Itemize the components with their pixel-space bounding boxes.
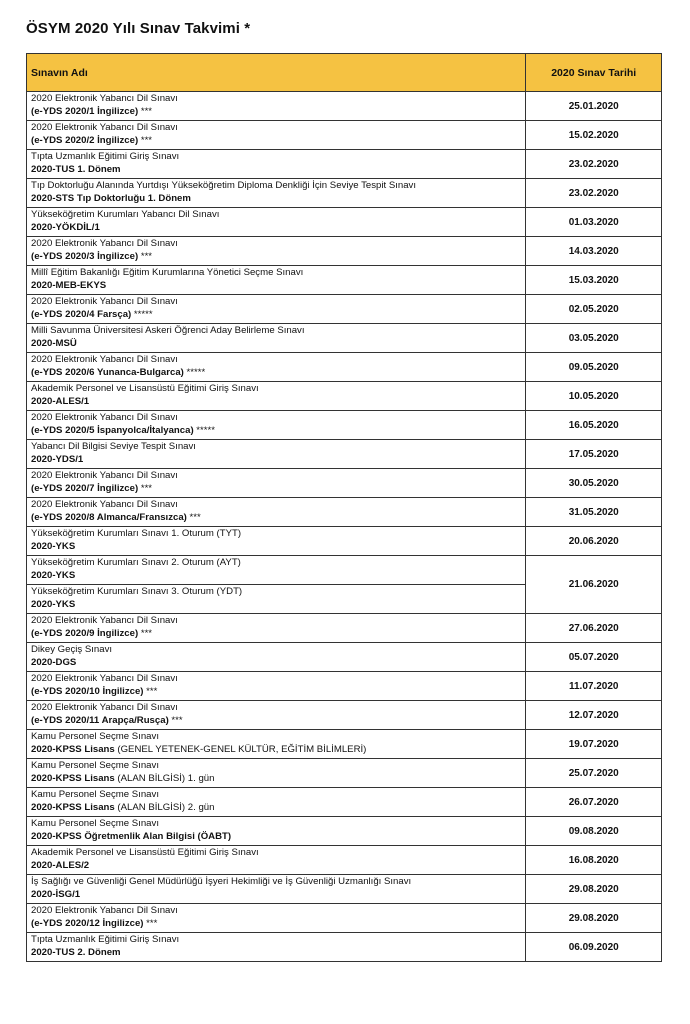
exam-code-line — [31, 859, 521, 873]
exam-code-line — [31, 337, 521, 351]
table-row — [27, 353, 662, 382]
exam-code-line — [31, 105, 521, 119]
exam-code-line — [31, 511, 521, 525]
footnote-marker: *** — [138, 628, 153, 639]
exam-date-cell: 25.07.2020 — [526, 759, 662, 788]
exam-code: (e-YDS 2020/1 İngilizce) — [31, 106, 139, 117]
exam-name-cell — [27, 904, 526, 933]
exam-code: 2020-YÖKDİL/1 — [31, 222, 100, 233]
exam-code: 2020-ALES/1 — [31, 396, 90, 407]
exam-name-cell — [27, 266, 526, 295]
exam-name-cell — [27, 672, 526, 701]
exam-code-line — [31, 627, 521, 641]
exam-code: (e-YDS 2020/7 İngilizce) — [31, 483, 139, 494]
exam-title: Yabancı Dil Bilgisi Seviye Tespit Sınavı — [31, 441, 196, 452]
table-row — [27, 266, 662, 295]
footnote-marker: *** — [138, 483, 153, 494]
exam-name-cell — [27, 875, 526, 904]
exam-name-cell — [27, 92, 526, 121]
exam-date-cell: 03.05.2020 — [526, 324, 662, 353]
exam-date-cell: 19.07.2020 — [526, 730, 662, 759]
exam-date-cell: 30.05.2020 — [526, 469, 662, 498]
exam-code-line — [31, 395, 521, 409]
table-row — [27, 440, 662, 469]
exam-title: 2020 Elektronik Yabancı Dil Sınavı — [31, 673, 178, 684]
exam-code-line — [31, 714, 521, 728]
exam-code-detail: (ALAN BİLGİSİ) 2. gün — [114, 802, 215, 813]
exam-code-line — [31, 366, 521, 380]
exam-date-cell: 15.02.2020 — [526, 121, 662, 150]
exam-date-cell: 16.05.2020 — [526, 411, 662, 440]
exam-title: Tıpta Uzmanlık Eğitimi Giriş Sınavı — [31, 934, 180, 945]
exam-date-cell: 31.05.2020 — [526, 498, 662, 527]
exam-name-cell — [27, 411, 526, 440]
exam-title: Millî Eğitim Bakanlığı Eğitim Kurumlarına Yönetici Seçme Sınavı — [31, 267, 304, 278]
exam-date-cell: 27.06.2020 — [526, 614, 662, 643]
exam-code: 2020-KPSS Öğretmenlik Alan Bilgisi (ÖABT) — [31, 831, 232, 842]
table-row — [27, 904, 662, 933]
exam-name-cell — [27, 498, 526, 527]
exam-code-line — [31, 134, 521, 148]
exam-code: 2020-MSÜ — [31, 338, 77, 349]
exam-title: 2020 Elektronik Yabancı Dil Sınavı — [31, 615, 178, 626]
exam-code: 2020-YKS — [31, 570, 76, 581]
exam-code-line — [31, 424, 521, 438]
exam-name-cell — [27, 614, 526, 643]
exam-code: (e-YDS 2020/5 İspanyolca/İtalyanca) — [31, 425, 194, 436]
exam-code-line — [31, 250, 521, 264]
exam-date-cell: 12.07.2020 — [526, 701, 662, 730]
exam-code-line — [31, 830, 521, 844]
exam-name-cell — [27, 556, 526, 585]
table-row — [27, 150, 662, 179]
footnote-marker: *** — [143, 918, 158, 929]
exam-name-cell — [27, 324, 526, 353]
exam-title: Akademik Personel ve Lisansüstü Eğitimi Giriş Sınavı — [31, 383, 259, 394]
exam-code-line — [31, 192, 521, 206]
exam-title: Yükseköğretim Kurumları Sınavı 3. Oturum (YDT) — [31, 586, 243, 597]
exam-name-cell — [27, 701, 526, 730]
header-exam-name: Sınavın Adı — [27, 54, 526, 92]
exam-name-cell — [27, 585, 526, 614]
exam-code-line — [31, 888, 521, 902]
exam-title: Akademik Personel ve Lisansüstü Eğitimi Giriş Sınavı — [31, 847, 259, 858]
footnote-marker: *** — [143, 686, 158, 697]
table-row — [27, 208, 662, 237]
table-row — [27, 701, 662, 730]
exam-date-cell: 29.08.2020 — [526, 904, 662, 933]
exam-title: İş Sağlığı ve Güvenliği Genel Müdürlüğü İşyeri Hekimliği ve İş Güvenliği Uzmanlığı Sınavı — [31, 876, 412, 887]
table-row — [27, 846, 662, 875]
exam-title: Yükseköğretim Kurumları Sınavı 1. Oturum (TYT) — [31, 528, 242, 539]
exam-date-cell: 20.06.2020 — [526, 527, 662, 556]
exam-schedule-table — [26, 53, 662, 962]
table-row — [27, 324, 662, 353]
footnote-marker: ***** — [193, 425, 215, 436]
exam-code-line — [31, 685, 521, 699]
exam-code-line — [31, 656, 521, 670]
exam-date-cell: 29.08.2020 — [526, 875, 662, 904]
exam-code: 2020-İSG/1 — [31, 889, 81, 900]
table-row — [27, 672, 662, 701]
table-row — [27, 498, 662, 527]
exam-code-line — [31, 308, 521, 322]
exam-name-cell — [27, 469, 526, 498]
exam-name-cell — [27, 295, 526, 324]
header-exam-date: 2020 Sınav Tarihi — [526, 54, 662, 92]
exam-date-cell: 16.08.2020 — [526, 846, 662, 875]
exam-code-line — [31, 946, 521, 960]
exam-code-detail: (ALAN BİLGİSİ) 1. gün — [114, 773, 215, 784]
exam-date-cell: 21.06.2020 — [526, 556, 662, 614]
exam-title: 2020 Elektronik Yabancı Dil Sınavı — [31, 238, 178, 249]
exam-title: Milli Savunma Üniversitesi Askeri Öğrenci Aday Belirleme Sınavı — [31, 325, 305, 336]
exam-code-line — [31, 482, 521, 496]
exam-title: Kamu Personel Seçme Sınavı — [31, 818, 159, 829]
exam-code-line — [31, 743, 521, 757]
exam-title: 2020 Elektronik Yabancı Dil Sınavı — [31, 354, 178, 365]
exam-code-line — [31, 453, 521, 467]
exam-code: 2020-KPSS Lisans — [31, 744, 115, 755]
exam-name-cell — [27, 846, 526, 875]
exam-code: (e-YDS 2020/12 İngilizce) — [31, 918, 144, 929]
exam-title: Tıpta Uzmanlık Eğitimi Giriş Sınavı — [31, 151, 180, 162]
footnote-marker: ***** — [183, 367, 206, 378]
exam-name-cell — [27, 817, 526, 846]
table-row — [27, 759, 662, 788]
exam-title: 2020 Elektronik Yabancı Dil Sınavı — [31, 296, 178, 307]
exam-code: (e-YDS 2020/3 İngilizce) — [31, 251, 139, 262]
exam-name-cell — [27, 179, 526, 208]
table-row — [27, 469, 662, 498]
exam-code: (e-YDS 2020/2 İngilizce) — [31, 135, 139, 146]
exam-code-line — [31, 540, 521, 554]
exam-title: Kamu Personel Seçme Sınavı — [31, 789, 159, 800]
exam-name-cell — [27, 237, 526, 266]
exam-name-cell — [27, 440, 526, 469]
exam-title: 2020 Elektronik Yabancı Dil Sınavı — [31, 122, 178, 133]
exam-code: 2020-KPSS Lisans — [31, 802, 115, 813]
exam-code-line — [31, 917, 521, 931]
exam-code-line — [31, 598, 521, 612]
table-row — [27, 382, 662, 411]
exam-date-cell: 23.02.2020 — [526, 150, 662, 179]
exam-date-cell: 23.02.2020 — [526, 179, 662, 208]
exam-date-cell: 09.05.2020 — [526, 353, 662, 382]
exam-date-cell: 26.07.2020 — [526, 788, 662, 817]
exam-name-cell — [27, 121, 526, 150]
exam-code: 2020-YKS — [31, 599, 76, 610]
exam-code: 2020-MEB-EKYS — [31, 280, 107, 291]
exam-code: 2020-KPSS Lisans — [31, 773, 115, 784]
table-row — [27, 643, 662, 672]
exam-date-cell: 09.08.2020 — [526, 817, 662, 846]
exam-title: 2020 Elektronik Yabancı Dil Sınavı — [31, 412, 178, 423]
table-row — [27, 817, 662, 846]
exam-code: 2020-TUS 2. Dönem — [31, 947, 121, 958]
exam-name-cell — [27, 382, 526, 411]
exam-code-line — [31, 801, 521, 815]
exam-code: 2020-YKS — [31, 541, 76, 552]
exam-date-cell: 02.05.2020 — [526, 295, 662, 324]
exam-code: (e-YDS 2020/8 Almanca/Fransızca) — [31, 512, 187, 523]
exam-code: 2020-DGS — [31, 657, 77, 668]
table-row — [27, 556, 662, 585]
exam-date-cell: 17.05.2020 — [526, 440, 662, 469]
exam-title: 2020 Elektronik Yabancı Dil Sınavı — [31, 905, 178, 916]
exam-name-cell — [27, 353, 526, 382]
exam-date-cell: 01.03.2020 — [526, 208, 662, 237]
footnote-marker: *** — [168, 715, 183, 726]
footnote-marker: ***** — [131, 309, 153, 320]
footnote-marker: *** — [186, 512, 201, 523]
exam-date-cell: 15.03.2020 — [526, 266, 662, 295]
exam-name-cell — [27, 933, 526, 962]
exam-code-line — [31, 569, 521, 583]
exam-title: Yükseköğretim Kurumları Sınavı 2. Oturum (AYT) — [31, 557, 241, 568]
exam-name-cell — [27, 150, 526, 179]
table-row — [27, 875, 662, 904]
exam-code: (e-YDS 2020/11 Arapça/Rusça) — [31, 715, 169, 726]
exam-title: Dikey Geçiş Sınavı — [31, 644, 113, 655]
exam-name-cell — [27, 208, 526, 237]
exam-title: Yükseköğretim Kurumları Yabancı Dil Sınavı — [31, 209, 220, 220]
exam-title: Tıp Doktorluğu Alanında Yurtdışı Yükseköğretim Diploma Denkliği İçin Seviye Tespit Sınavı — [31, 180, 417, 191]
exam-date-cell: 14.03.2020 — [526, 237, 662, 266]
table-row — [27, 527, 662, 556]
exam-date-cell: 05.07.2020 — [526, 643, 662, 672]
exam-code-line — [31, 163, 521, 177]
footnote-marker: *** — [138, 135, 153, 146]
table-row — [27, 411, 662, 440]
exam-code-detail: (GENEL YETENEK-GENEL KÜLTÜR, EĞİTİM BİLİMLERİ) — [114, 744, 367, 755]
table-row — [27, 788, 662, 817]
page-title: ÖSYM 2020 Yılı Sınav Takvimi * — [26, 20, 251, 37]
exam-name-cell — [27, 527, 526, 556]
exam-title: 2020 Elektronik Yabancı Dil Sınavı — [31, 499, 178, 510]
exam-code: 2020-TUS 1. Dönem — [31, 164, 121, 175]
table-row — [27, 295, 662, 324]
exam-title: Kamu Personel Seçme Sınavı — [31, 731, 159, 742]
exam-code: (e-YDS 2020/10 İngilizce) — [31, 686, 144, 697]
exam-title: 2020 Elektronik Yabancı Dil Sınavı — [31, 93, 178, 104]
exam-name-cell — [27, 643, 526, 672]
exam-code-line — [31, 221, 521, 235]
footnote-marker: *** — [138, 251, 153, 262]
exam-code: (e-YDS 2020/4 Farsça) — [31, 309, 132, 320]
exam-code: (e-YDS 2020/9 İngilizce) — [31, 628, 139, 639]
exam-code: 2020-ALES/2 — [31, 860, 90, 871]
table-row — [27, 121, 662, 150]
exam-code-line — [31, 279, 521, 293]
exam-code-line — [31, 772, 521, 786]
exam-date-cell: 06.09.2020 — [526, 933, 662, 962]
footnote-marker: *** — [138, 106, 153, 117]
table-header-row — [27, 54, 662, 92]
exam-code: (e-YDS 2020/6 Yunanca-Bulgarca) — [31, 367, 184, 378]
exam-date-cell: 10.05.2020 — [526, 382, 662, 411]
exam-title: 2020 Elektronik Yabancı Dil Sınavı — [31, 470, 178, 481]
table-row — [27, 614, 662, 643]
exam-code: 2020-YDS/1 — [31, 454, 84, 465]
table-row — [27, 237, 662, 266]
table-row — [27, 92, 662, 121]
exam-name-cell — [27, 788, 526, 817]
exam-name-cell — [27, 759, 526, 788]
exam-name-cell — [27, 730, 526, 759]
exam-title: Kamu Personel Seçme Sınavı — [31, 760, 159, 771]
table-row — [27, 730, 662, 759]
exam-date-cell: 25.01.2020 — [526, 92, 662, 121]
table-row — [27, 933, 662, 962]
exam-code: 2020-STS Tıp Doktorluğu 1. Dönem — [31, 193, 191, 204]
exam-date-cell: 11.07.2020 — [526, 672, 662, 701]
exam-title: 2020 Elektronik Yabancı Dil Sınavı — [31, 702, 178, 713]
table-row — [27, 179, 662, 208]
